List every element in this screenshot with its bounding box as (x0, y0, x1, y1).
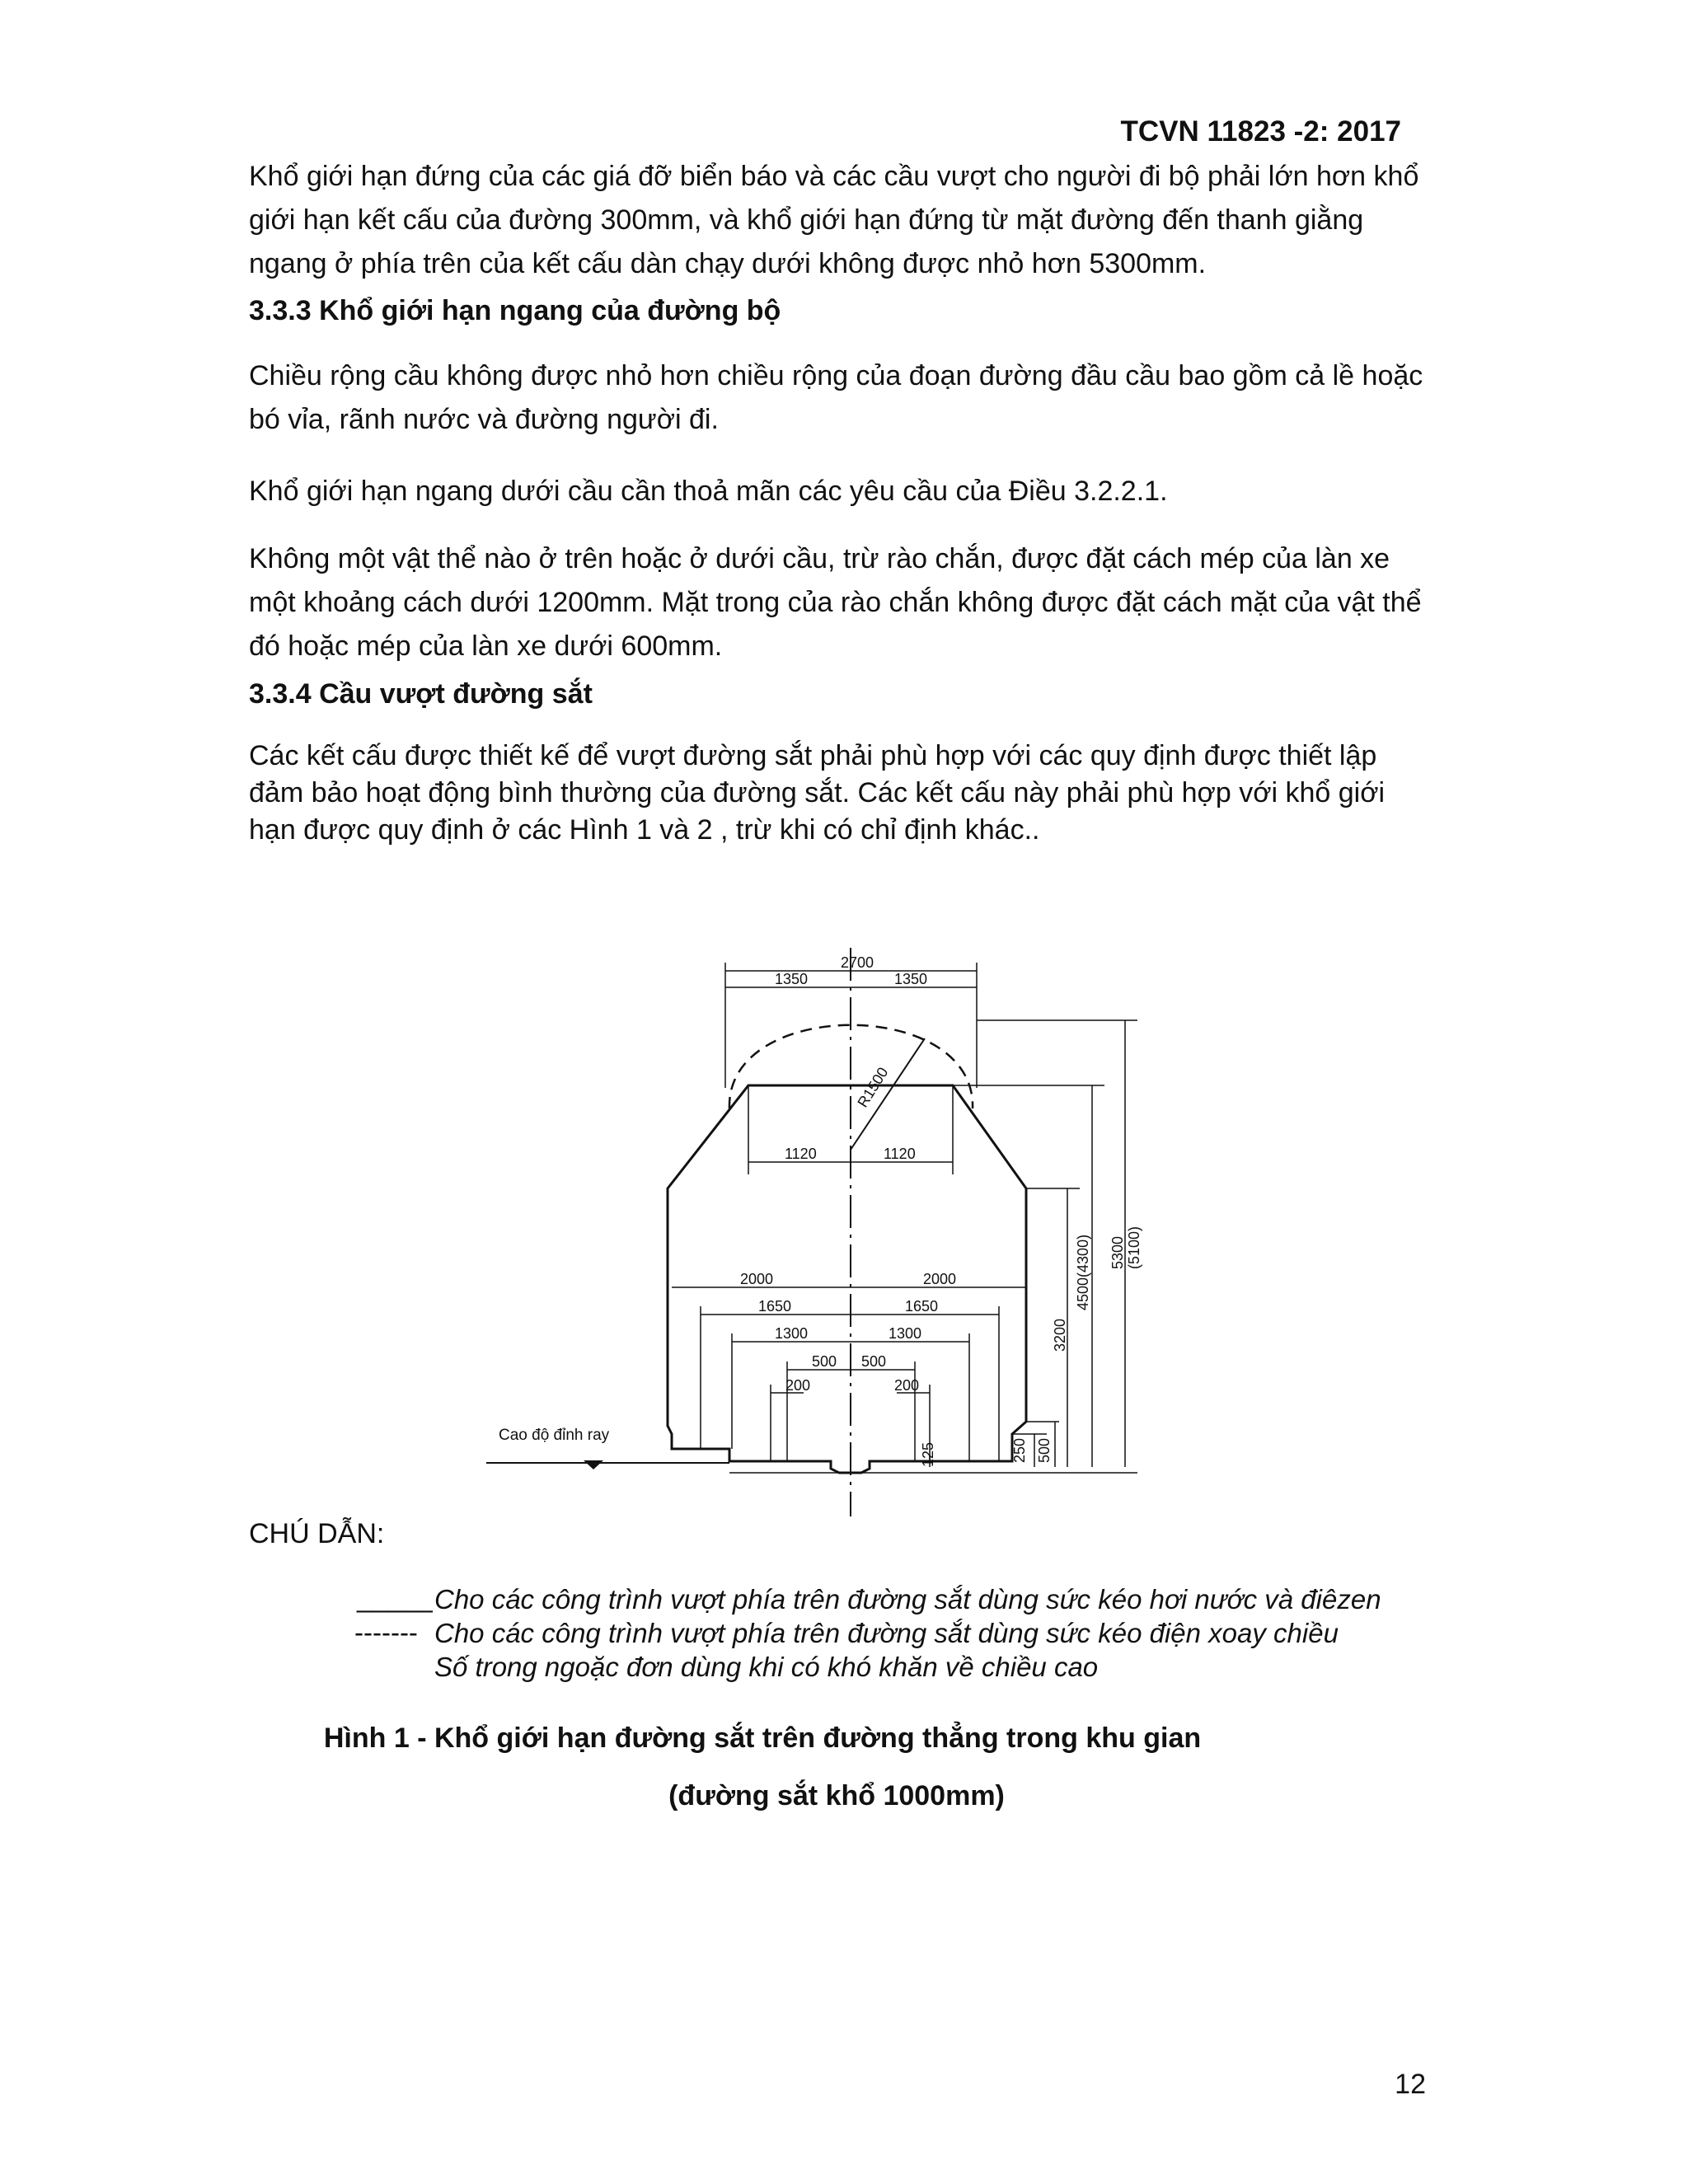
figure-caption-line2: (đường sắt khổ 1000mm) (668, 1780, 1005, 1811)
dim-4500-4300: 4500(4300) (1075, 1234, 1091, 1310)
solid-line-symbol: _____ (357, 1582, 433, 1613)
dim-1120-right: 1120 (884, 1146, 916, 1162)
dim-2000-left: 2000 (740, 1271, 774, 1287)
dim-500-vertical: 500 (1036, 1437, 1053, 1463)
dim-5100: (5100) (1126, 1226, 1142, 1269)
dim-3200: 3200 (1052, 1318, 1068, 1352)
legend-solid-text: Cho các công trình vượt phía trên đường sắt dùng sức kéo hơi nước và điêzen (434, 1584, 1381, 1615)
rail-level-marker-icon (584, 1460, 603, 1469)
dim-1300-left: 1300 (775, 1325, 809, 1342)
paragraph-vertical-clearance: Khổ giới hạn đứng của các giá đỡ biển báo và các cầu vượt cho người đi bộ phải lớn hơn khổ giới hạn kết cấu của đường 300mm, và khổ giới hạn đứng từ mặt đường đến thanh giằng ngang ở phía trên của kết cấu dàn chạy dưới không được nhỏ hơn 5300mm. (249, 161, 1419, 279)
dim-200-right: 200 (894, 1377, 920, 1394)
dim-2700: 2700 (841, 954, 874, 971)
paragraph-bridge-width: Chiều rộng cầu không được nhỏ hơn chiều rộng của đoạn đường đầu cầu bao gồm cả lề hoặc bó vỉa, rãnh nước và đường người đi. (249, 360, 1423, 435)
dashed-line-symbol: ------- (354, 1617, 418, 1647)
dim-2000-right: 2000 (923, 1271, 957, 1287)
dim-1350-right: 1350 (894, 971, 928, 987)
dim-200-left: 200 (785, 1377, 811, 1394)
dim-125: 125 (920, 1441, 936, 1467)
dim-5300: 5300 (1109, 1235, 1126, 1269)
paragraph-railway-overpass: Các kết cấu được thiết kế để vượt đường sắt phải phù hợp với các quy định được thiết lập đảm bảo hoạt động bình thường của đường sắt. Các kết cấu này phải phù hợp với khổ giới hạn được quy định ở các Hình 1 và 2 , trừ khi có chỉ định khác.. (249, 740, 1386, 846)
legend-title: CHÚ DẪN: (249, 1518, 385, 1549)
dim-1650-left: 1650 (758, 1298, 792, 1315)
figure-caption-line1: Hình 1 - Khổ giới hạn đường sắt trên đường thẳng trong khu gian (323, 1722, 1202, 1754)
dim-1120-left: 1120 (785, 1146, 817, 1162)
page-number: 12 (1395, 2069, 1426, 2100)
dim-1350-left: 1350 (775, 971, 809, 987)
dim-1650-right: 1650 (905, 1298, 939, 1315)
dim-500-right: 500 (861, 1353, 887, 1370)
dim-r1500: R1500 (854, 1064, 892, 1111)
legend-note-text: Số trong ngoặc đơn dùng khi có khó khăn về chiều cao (434, 1652, 1099, 1682)
rail-level-label: Cao độ đỉnh ray (499, 1427, 610, 1444)
standard-code-header: TCVN 11823 -2: 2017 (1120, 115, 1401, 148)
dim-500-left: 500 (812, 1353, 837, 1370)
dim-1300-right: 1300 (889, 1325, 922, 1342)
section-heading-3-3-3: 3.3.3 Khổ giới hạn ngang của đường bộ (249, 295, 781, 326)
legend-dashed-text: Cho các công trình vượt phía trên đường sắt dùng sức kéo điện xoay chiều (434, 1618, 1339, 1648)
paragraph-horizontal-clearance: Khổ giới hạn ngang dưới cầu cần thoả mãn các yêu cầu của Điều 3.2.2.1. (249, 476, 1168, 507)
railway-clearance-diagram (478, 948, 1203, 1525)
clearance-outline (668, 1085, 1026, 1473)
paragraph-object-distance: Không một vật thể nào ở trên hoặc ở dưới cầu, trừ rào chắn, được đặt cách mép của làn xe một khoảng cách dưới 1200mm. Mặt trong của rào chắn không được đặt cách mặt của vật thể đó hoặc mép của làn xe dưới 600mm. (249, 543, 1422, 662)
dim-250: 250 (1011, 1437, 1028, 1463)
section-heading-3-3-4: 3.3.4 Cầu vượt đường sắt (249, 678, 593, 710)
